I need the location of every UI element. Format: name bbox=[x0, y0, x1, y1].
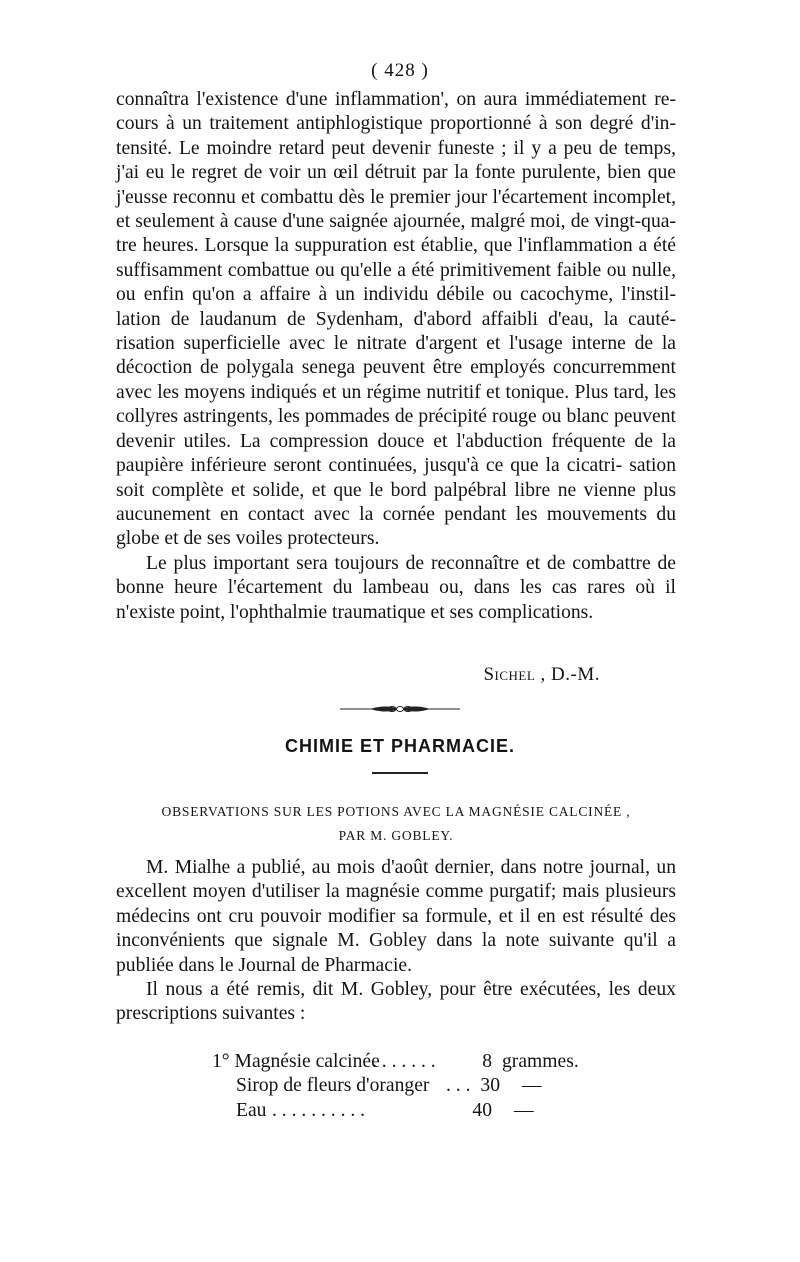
text-line: risation superficielle avec le nitrate d'argent et l'usage interne de la bbox=[116, 333, 676, 355]
paragraph-conclusion bbox=[116, 552, 676, 625]
text-line: médecins ont cru pouvoir modifier sa formule, et il en est résulté des bbox=[116, 905, 676, 927]
title-rule bbox=[372, 772, 428, 774]
text-line: Il nous a été remis, dit M. Gobley, pour être exécutées, les deux bbox=[146, 979, 676, 1001]
text-line: inconvénients que signale M. Gobley dans la note suivante qu'il a publiée bbox=[116, 930, 676, 976]
article-author-line: PAR M. GOBLEY. bbox=[338, 828, 454, 843]
prescription-row bbox=[212, 1099, 579, 1123]
text-line: prescriptions suivantes : bbox=[116, 1003, 306, 1025]
text-line: les collyres astringents, les pommades de précipité rouge ou blanc bbox=[116, 381, 676, 428]
ingredient-name: Eau bbox=[236, 1099, 267, 1121]
article-text-block bbox=[116, 856, 676, 1027]
main-text-block bbox=[116, 88, 676, 625]
ornament-icon bbox=[340, 704, 460, 714]
decorative-divider bbox=[0, 704, 800, 714]
text-line: suffisamment combattue ou qu'elle a été primitivement faible ou nulle, bbox=[116, 259, 676, 281]
text-line: j'ai eu le regret de voir un œil détruit par la fonte purulente, bien que bbox=[116, 162, 676, 184]
article-title-line: OBSERVATIONS SUR LES POTIONS AVEC LA MAGNÉSIE CALCINÉE , bbox=[161, 804, 631, 819]
section-title: CHIMIE ET PHARMACIE. bbox=[284, 736, 515, 756]
text-line: avec les moyens indiqués et un régime nutritif et tonique. Plus tard, bbox=[116, 381, 649, 403]
text-line: sation soit complète et solide, et que le bord palpébral libre ne vienne bbox=[116, 455, 676, 501]
paragraph-continuation bbox=[116, 88, 676, 552]
prescription-row bbox=[212, 1074, 579, 1098]
article-title bbox=[116, 800, 676, 848]
leader-dots: . . . . . . . bbox=[372, 1051, 436, 1072]
ingredient-unit: — bbox=[522, 1075, 542, 1097]
prescription-list bbox=[212, 1050, 579, 1123]
text-line: M. Mialhe a publié, au mois d'août dernier, dans notre journal, un bbox=[146, 857, 676, 878]
article-paragraph bbox=[116, 978, 676, 1027]
text-line: tensité. Le moindre retard peut devenir funeste ; il y a peu de temps, bbox=[116, 137, 676, 159]
text-line: peuvent devenir utiles. La compression douce et l'abduction fréquente bbox=[116, 406, 676, 452]
text-line: n'existe point, l'ophthalmie traumatique et ses complications. bbox=[116, 601, 594, 623]
ingredient-name: Sirop de fleurs d'oranger bbox=[236, 1075, 430, 1097]
text-line: décoction de polygala senega peuvent être employés concurremment bbox=[116, 357, 676, 379]
text-line: cours à un traitement antiphlogistique proportionné à son degré d'in- bbox=[116, 113, 676, 135]
ingredient-quantity: 30 bbox=[480, 1075, 500, 1097]
text-line: globe et de ses voiles protecteurs. bbox=[116, 528, 380, 550]
text-line: excellent moyen d'utiliser la magnésie comme purgatif; mais plusieurs bbox=[116, 881, 676, 903]
author-signature: Sichel , D.-M. bbox=[483, 664, 600, 685]
leader-dots: . . . . . . . . . . bbox=[272, 1099, 366, 1121]
ingredient-quantity: 8 bbox=[482, 1051, 492, 1072]
prescription-row bbox=[212, 1050, 579, 1074]
text-line: connaîtra l'existence d'une inflammation', on aura immédiatement re- bbox=[116, 89, 676, 110]
text-line: plus aucunement en contact avec la cornée pendant les mouvements du bbox=[116, 479, 676, 525]
ingredient-unit: grammes. bbox=[502, 1051, 579, 1072]
text-line: dans le Journal de Pharmacie. bbox=[178, 954, 412, 976]
ingredient-quantity: 40 bbox=[472, 1099, 492, 1121]
leader-dots: . . . bbox=[446, 1075, 471, 1097]
text-line: ou enfin qu'on a affaire à un individu débile ou cacochyme, l'instil- bbox=[116, 284, 676, 306]
page-number: ( 428 ) bbox=[371, 60, 429, 81]
text-line: bonne heure l'écartement du lambeau ou, dans les cas rares où il bbox=[116, 577, 676, 599]
ingredient-unit: — bbox=[514, 1099, 534, 1121]
text-line: et seulement à cause d'une saignée ajournée, malgré moi, de vingt-qua- bbox=[116, 211, 676, 233]
text-line: tre heures. Lorsque la suppuration est établie, que l'inflammation a été bbox=[116, 235, 676, 257]
text-line: lation de laudanum de Sydenham, d'abord affaibli d'eau, la cauté- bbox=[116, 308, 676, 330]
text-line: Le plus important sera toujours de reconnaître et de combattre de bbox=[146, 552, 676, 574]
article-paragraph bbox=[116, 856, 676, 978]
text-line: j'eusse reconnu et combattu dès le premier jour l'écartement incomplet, bbox=[116, 186, 676, 208]
ingredient-name: 1° Magnésie calcinée bbox=[212, 1051, 380, 1072]
text-line: de la paupière inférieure seront continuées, jusqu'à ce que la cicatri- bbox=[116, 430, 676, 477]
